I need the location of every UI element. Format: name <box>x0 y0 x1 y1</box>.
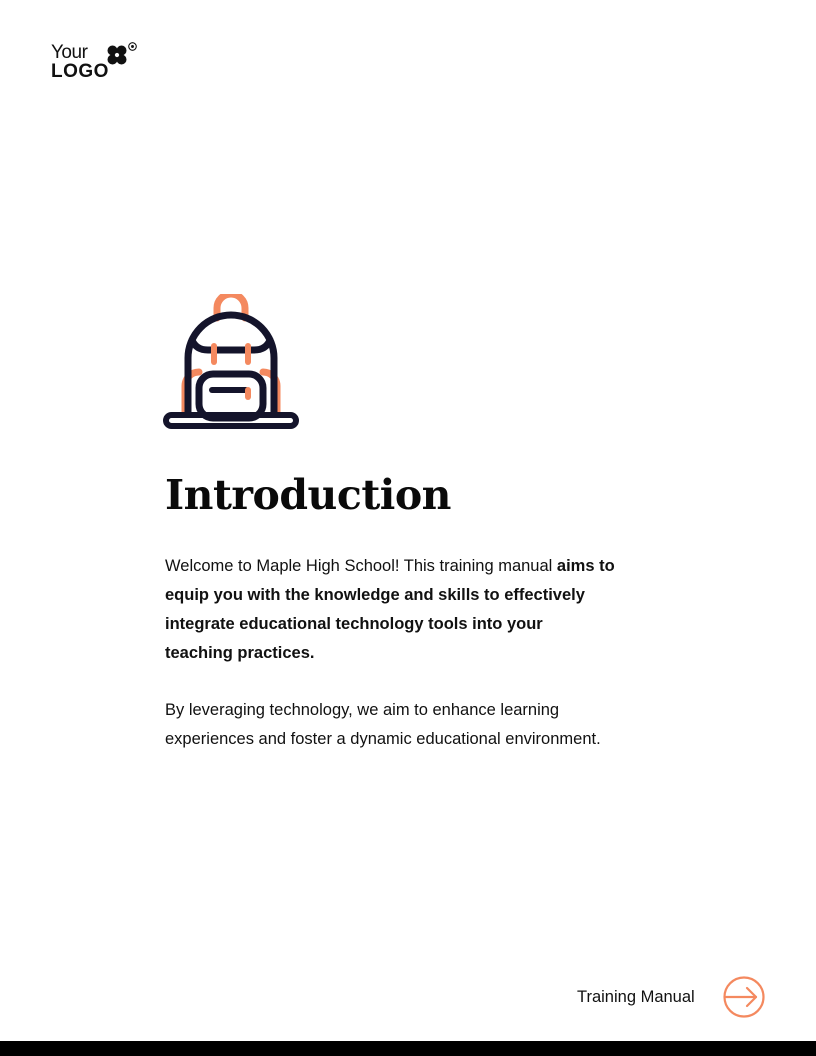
arrow-right-circle-icon[interactable] <box>722 975 766 1019</box>
registered-icon <box>128 42 137 51</box>
footer-label: Training Manual <box>577 988 695 1006</box>
logo <box>51 42 141 84</box>
leverage-paragraph: By leveraging technology, we aim to enhance learning experiences and foster a dynamic educational environment. <box>165 701 601 748</box>
logo-text-logo: LOGO <box>51 61 109 82</box>
bottom-bar <box>0 1041 816 1056</box>
intro-bold-text: aims to equip you with the knowledge and skills to effectively integrate educational technology tools into your teaching practices. <box>165 557 615 662</box>
logo-text-your: Your <box>51 42 88 63</box>
logo-mark-icon <box>107 45 127 65</box>
intro-paragraph <box>165 552 615 668</box>
intro-plain-text: Welcome to Maple High School! This training manual <box>165 557 557 575</box>
page-title: Introduction <box>165 471 451 519</box>
backpack-icon <box>162 294 300 432</box>
